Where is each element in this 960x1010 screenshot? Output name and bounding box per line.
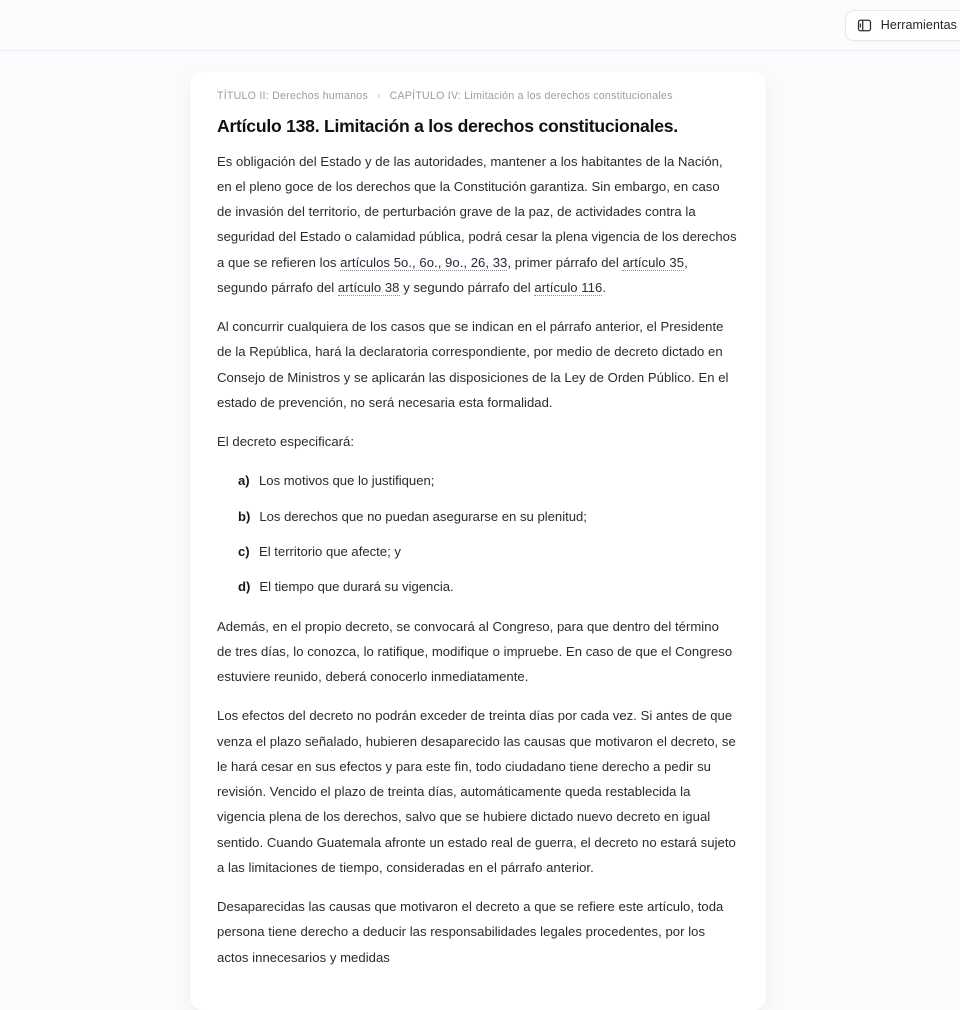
list-item-label: Los motivos que lo justifiquen; (259, 473, 435, 489)
list-item (217, 468, 737, 493)
page-title: Artículo 138. Limitación a los derechos constitucionales. (217, 116, 678, 136)
tools-button-label: Herramientas (880, 18, 957, 32)
tools-button[interactable] (845, 10, 960, 41)
article-reference-link-116[interactable]: artículo 116 (534, 279, 603, 295)
article-reference-link-1[interactable]: artículos 5o., 6o., 9o., 26, 33 (340, 254, 508, 270)
breadcrumb-item-title[interactable]: TÍTULO II: Derechos humanos (217, 90, 368, 102)
paragraph-1-text-e: . (602, 279, 606, 295)
document-card (190, 72, 766, 1010)
list-item-marker: d) (238, 579, 251, 595)
list-item-label: El territorio que afecte; y (259, 543, 401, 559)
decree-specification-list (217, 468, 737, 599)
breadcrumb-item-chapter[interactable]: CAPÍTULO IV: Limitación a los derechos constitucionales (389, 90, 673, 102)
article-reference-link-38[interactable]: artículo 38 (337, 279, 400, 295)
list-item (217, 539, 737, 564)
list-item (217, 574, 737, 599)
paragraph-1-text-a: Es obligación del Estado y de las autoridades, mantener a los habitantes de la Nación, en el pleno goce de los derechos que la Constitución garantiza. Sin embargo, en caso de invasión del territorio, de perturbación grave de la paz, de actividades contra la seguridad del Estado o calamidad pública, podrá cesar la plena vigencia de los derechos a que se refieren los (217, 153, 737, 270)
article-reference-link-35[interactable]: artículo 35 (622, 254, 685, 270)
list-item (217, 504, 737, 529)
list-item-label: El tiempo que durará su vigencia. (259, 579, 454, 595)
paragraph-1-text-d: y segundo párrafo del (399, 279, 535, 295)
breadcrumb-separator-icon: › (377, 90, 381, 101)
top-toolbar (0, 0, 960, 51)
paragraph-1-text-b: , primer párrafo del (507, 254, 623, 270)
list-item-marker: b) (238, 508, 251, 524)
list-item-marker: c) (238, 543, 250, 559)
paragraph-1 (217, 149, 737, 301)
list-item-label: Los derechos que no puedan asegurarse en su plenitud; (259, 508, 587, 524)
breadcrumb (217, 90, 737, 102)
panel-layout-icon (857, 18, 872, 33)
paragraph-6: Desaparecidas las causas que motivaron el decreto a que se refiere este artículo, toda persona tiene derecho a deducir las responsabilidades legales procedentes, por los actos innecesarios y medidas (217, 899, 724, 965)
paragraph-5: Los efectos del decreto no podrán exceder de treinta días por cada vez. Si antes de que venza el plazo señalado, hubieren desaparecido las causas que motivaron el decreto, se le hará cesar en sus efectos y para este fin, todo ciudadano tiene derecho a pedir su revisión. Vencido el plazo de treinta días, automáticamente queda restablecida la vigencia plena de los derechos, salvo que se hubiere dictado nuevo decreto en igual sentido. Cuando Guatemala afronte un estado real de guerra, el decreto no estará sujeto a las limitaciones de tiempo, consideradas en el párrafo anterior. (217, 708, 736, 875)
paragraph-4: Además, en el propio decreto, se convocará al Congreso, para que dentro del término de tres días, lo conozca, lo ratifique, modifique o impruebe. En caso de que el Congreso estuviere reunido, deberá conocerlo inmediatamente. (217, 618, 733, 685)
list-item-marker: a) (238, 473, 250, 489)
paragraph-2: Al concurrir cualquiera de los casos que se indican en el párrafo anterior, el Presidente de la República, hará la declaratoria correspondiente, por medio de decreto dictado en Consejo de Ministros y se aplicarán las disposiciones de la Ley de Orden Público. En el estado de prevención, no será necesaria esta formalidad. (217, 319, 729, 410)
paragraph-1-text-c: , segundo párrafo del (217, 254, 688, 295)
paragraph-3-list-intro: El decreto especificará: (217, 434, 355, 450)
